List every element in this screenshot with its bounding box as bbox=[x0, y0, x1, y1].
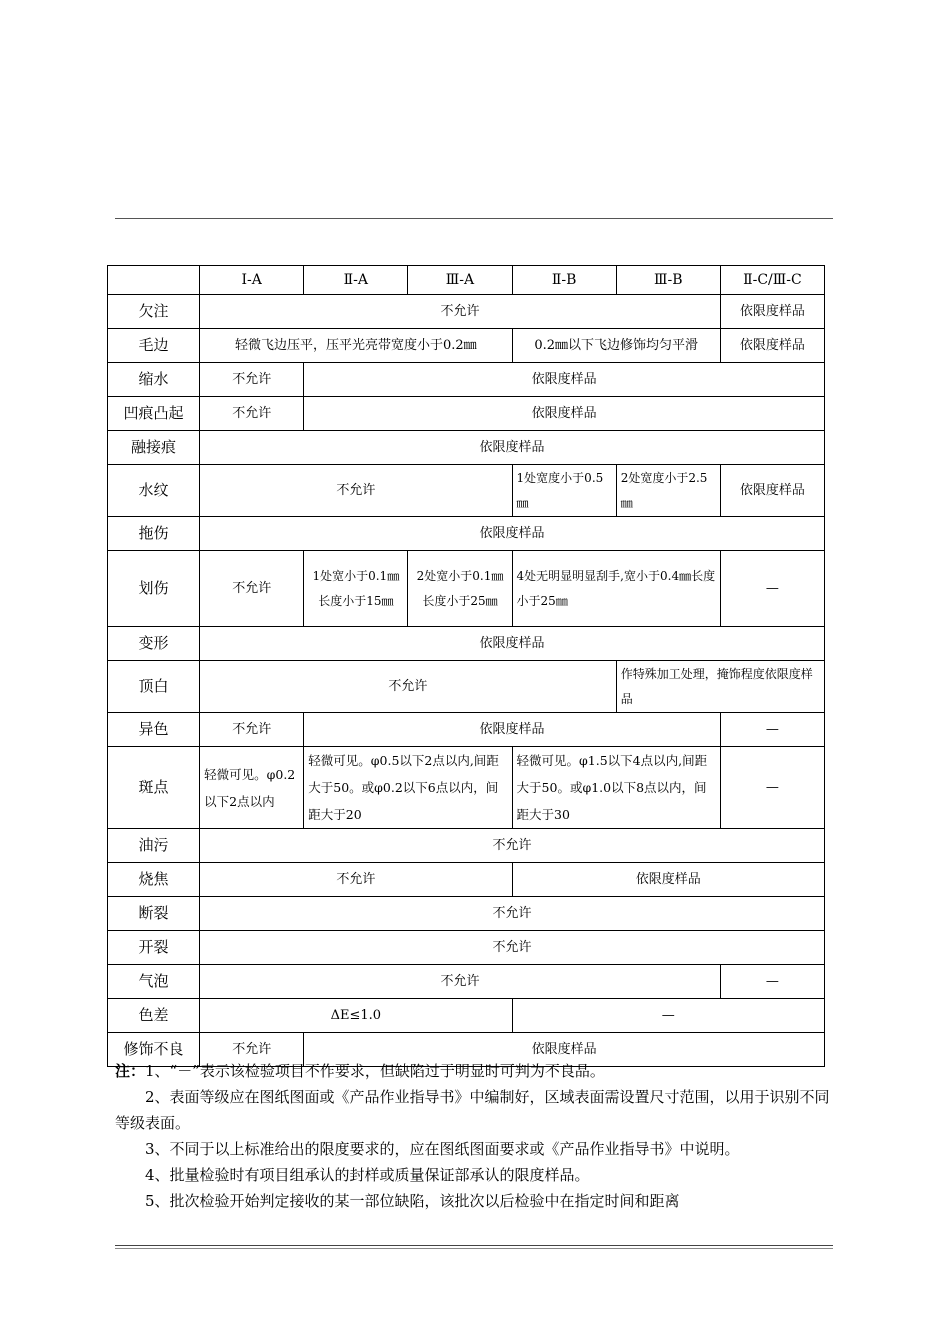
table-cell: 依限度样品 bbox=[304, 1033, 825, 1067]
table-cell: 不允许 bbox=[200, 931, 825, 965]
row-label: 缩水 bbox=[108, 363, 200, 397]
row-label: 划伤 bbox=[108, 551, 200, 627]
row-label: 异色 bbox=[108, 713, 200, 747]
table-cell: 不允许 bbox=[200, 363, 304, 397]
table-cell: 1处宽度小于0.5㎜ bbox=[512, 465, 616, 517]
table-row bbox=[108, 363, 825, 397]
table-row bbox=[108, 999, 825, 1033]
header-row bbox=[108, 266, 825, 295]
notes-section bbox=[115, 1058, 833, 1214]
table-cell: 不允许 bbox=[200, 897, 825, 931]
table-row bbox=[108, 829, 825, 863]
header-cell: Ⅱ-A bbox=[304, 266, 408, 295]
table-cell: 不允许 bbox=[200, 295, 721, 329]
table-cell: — bbox=[720, 713, 824, 747]
header-cell: Ⅰ-A bbox=[200, 266, 304, 295]
table-row bbox=[108, 397, 825, 431]
table-cell: 依限度样品 bbox=[200, 517, 825, 551]
notes-lead: 注： bbox=[115, 1062, 146, 1080]
note-1 bbox=[115, 1058, 833, 1084]
table-row bbox=[108, 465, 825, 517]
note-2: 2、表面等级应在图纸图面或《产品作业指导书》中编制好，区域表面需设置尺寸范围，以用于识别不同等级表面。 bbox=[115, 1088, 830, 1132]
header-cell: Ⅱ-B bbox=[512, 266, 616, 295]
table-cell: — bbox=[720, 551, 824, 627]
table-row bbox=[108, 863, 825, 897]
header-cell bbox=[108, 266, 200, 295]
row-label: 拖伤 bbox=[108, 517, 200, 551]
table-cell: 不允许 bbox=[200, 863, 512, 897]
bottom-rule bbox=[115, 1245, 833, 1246]
table-cell: — bbox=[720, 747, 824, 829]
inspection-standard-table bbox=[107, 265, 825, 1067]
table-cell: 不允许 bbox=[200, 661, 617, 713]
table-row bbox=[108, 431, 825, 465]
note-text: 1、“－”表示该检验项目不作要求，但缺陷过于明显时可判为不良品。 bbox=[145, 1062, 605, 1080]
table-cell: 2处宽小于0.1㎜长度小于25㎜ bbox=[408, 551, 512, 627]
table-cell: 轻微可见。φ0.5以下2点以内,间距大于50。或φ0.2以下6点以内，间距大于20 bbox=[304, 747, 512, 829]
table-cell: 依限度样品 bbox=[304, 713, 721, 747]
row-label: 修饰不良 bbox=[108, 1033, 200, 1067]
row-label: 开裂 bbox=[108, 931, 200, 965]
table-row bbox=[108, 897, 825, 931]
header-cell: Ⅲ-B bbox=[616, 266, 720, 295]
row-label: 色差 bbox=[108, 999, 200, 1033]
table-cell: — bbox=[720, 965, 824, 999]
table-row bbox=[108, 551, 825, 627]
header-cell: Ⅱ-C/Ⅲ-C bbox=[720, 266, 824, 295]
row-label: 油污 bbox=[108, 829, 200, 863]
table-row bbox=[108, 627, 825, 661]
table-cell: ΔE≤1.0 bbox=[200, 999, 512, 1033]
row-label: 凹痕凸起 bbox=[108, 397, 200, 431]
table-row bbox=[108, 661, 825, 713]
header-cell: Ⅲ-A bbox=[408, 266, 512, 295]
table-cell: 不允许 bbox=[200, 397, 304, 431]
table-row bbox=[108, 295, 825, 329]
table-cell: 依限度样品 bbox=[304, 363, 825, 397]
table-cell: 作特殊加工处理，掩饰程度依限度样品 bbox=[616, 661, 824, 713]
table-cell: 依限度样品 bbox=[200, 627, 825, 661]
table-row bbox=[108, 931, 825, 965]
row-label: 融接痕 bbox=[108, 431, 200, 465]
row-label: 斑点 bbox=[108, 747, 200, 829]
table-row bbox=[108, 747, 825, 829]
table-cell: 4处无明显明显刮手,宽小于0.4㎜长度小于25㎜ bbox=[512, 551, 720, 627]
row-label: 气泡 bbox=[108, 965, 200, 999]
table-cell: 依限度样品 bbox=[720, 295, 824, 329]
table-cell: 不允许 bbox=[200, 551, 304, 627]
row-label: 水纹 bbox=[108, 465, 200, 517]
top-rule bbox=[115, 218, 833, 219]
table-row bbox=[108, 329, 825, 363]
table-cell: 轻微可见。φ0.2以下2点以内 bbox=[200, 747, 304, 829]
table-cell: 轻微可见。φ1.5以下4点以内,间距大于50。或φ1.0以下8点以内，间距大于30 bbox=[512, 747, 720, 829]
row-label: 欠注 bbox=[108, 295, 200, 329]
table-cell: 不允许 bbox=[200, 465, 512, 517]
table-cell: 依限度样品 bbox=[304, 397, 825, 431]
table-cell: 依限度样品 bbox=[720, 329, 824, 363]
table-cell: 不允许 bbox=[200, 1033, 304, 1067]
note-5: 5、批次检验开始判定接收的某一部位缺陷，该批次以后检验中在指定时间和距离 bbox=[145, 1192, 680, 1210]
table-cell: 2处宽度小于2.5㎜ bbox=[616, 465, 720, 517]
table-cell: 轻微飞边压平，压平光亮带宽度小于0.2㎜ bbox=[200, 329, 512, 363]
table-row bbox=[108, 713, 825, 747]
table-cell: 不允许 bbox=[200, 829, 825, 863]
table-cell: 依限度样品 bbox=[720, 465, 824, 517]
table-cell: 依限度样品 bbox=[200, 431, 825, 465]
table-row bbox=[108, 517, 825, 551]
table-row bbox=[108, 965, 825, 999]
row-label: 变形 bbox=[108, 627, 200, 661]
table-cell: 依限度样品 bbox=[512, 863, 824, 897]
bottom-rule-thin bbox=[115, 1248, 833, 1249]
note-3: 3、不同于以上标准给出的限度要求的，应在图纸图面要求或《产品作业指导书》中说明。 bbox=[145, 1140, 740, 1158]
table-cell: 不允许 bbox=[200, 965, 721, 999]
table-cell: — bbox=[512, 999, 824, 1033]
row-label: 断裂 bbox=[108, 897, 200, 931]
row-label: 顶白 bbox=[108, 661, 200, 713]
row-label: 毛边 bbox=[108, 329, 200, 363]
table-cell: 0.2㎜以下飞边修饰均匀平滑 bbox=[512, 329, 720, 363]
table-cell: 不允许 bbox=[200, 713, 304, 747]
table-cell: 1处宽小于0.1㎜长度小于15㎜ bbox=[304, 551, 408, 627]
note-4: 4、批量检验时有项目组承认的封样或质量保证部承认的限度样品。 bbox=[145, 1166, 590, 1184]
row-label: 烧焦 bbox=[108, 863, 200, 897]
